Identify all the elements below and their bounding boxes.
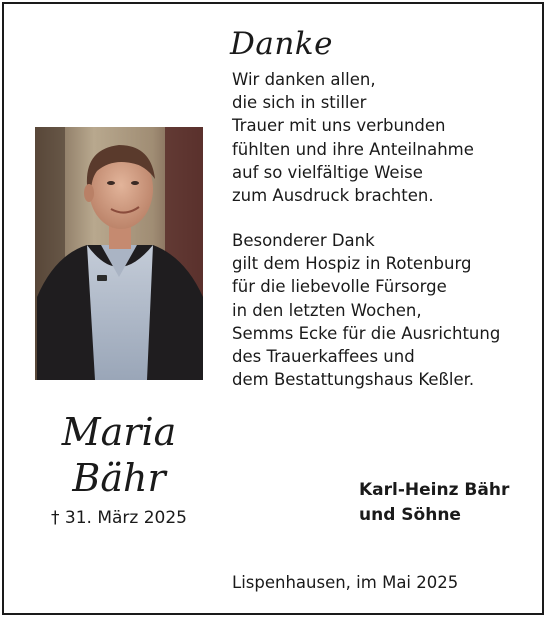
signature-line: und Söhne <box>359 505 461 525</box>
special-thanks-line: für die liebevolle Fürsorge <box>232 277 447 297</box>
notice-heading: Danke <box>230 26 333 62</box>
thanks-line: fühlten und ihre Anteilnahme <box>232 139 474 159</box>
place-and-date: Lispenhausen, im Mai 2025 <box>232 573 459 592</box>
thanks-line: Trauer mit uns verbunden <box>232 116 446 136</box>
thanks-line: Wir danken allen, <box>232 70 376 89</box>
notice-frame <box>2 2 544 615</box>
portrait-photo <box>35 127 203 380</box>
signature-line: Karl-Heinz Bähr <box>359 480 510 500</box>
thanks-line: zum Ausdruck brachten. <box>232 186 434 206</box>
special-thanks-line: Semms Ecke für die Ausrichtung <box>232 323 501 343</box>
special-thanks-line: des Trauerkaffees und <box>232 347 415 367</box>
death-date: † 31. März 2025 <box>50 508 187 528</box>
deceased-first-name: Maria <box>61 410 177 454</box>
thanks-paragraph <box>232 68 474 207</box>
deceased-last-name: Bähr <box>72 456 166 500</box>
thanks-line: die sich in stiller <box>232 93 367 113</box>
special-thanks-line: in den letzten Wochen, <box>232 300 422 320</box>
special-thanks-paragraph <box>232 229 500 391</box>
family-signature <box>359 478 509 528</box>
special-thanks-line: gilt dem Hospiz in Rotenburg <box>232 254 472 274</box>
special-thanks-line: Besonderer Dank <box>232 231 375 250</box>
special-thanks-line: dem Bestattungshaus Keßler. <box>232 370 475 390</box>
thanks-line: auf so vielfältige Weise <box>232 162 423 182</box>
